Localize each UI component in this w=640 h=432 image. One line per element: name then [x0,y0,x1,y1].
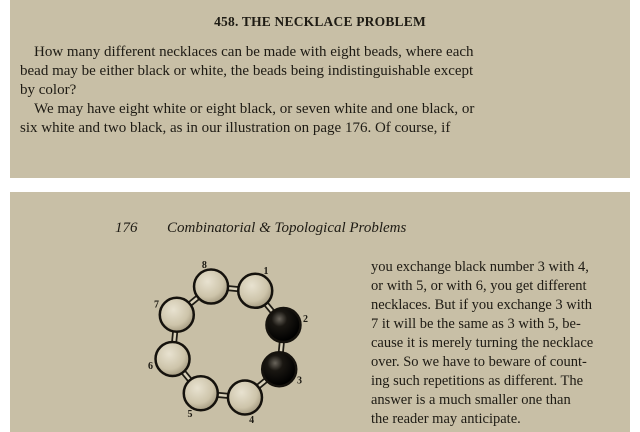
text-line: you exchange black number 3 with 4, [371,259,589,275]
bead-label: 3 [297,375,303,387]
bead-label: 5 [187,409,193,421]
bead-label: 2 [302,313,308,325]
text-line: How many different necklaces can be made with eight beads, where each [34,44,474,60]
text-line: We may have eight white or eight black, or seven white and one black, or [34,101,475,117]
bead-7-white [160,298,194,332]
text-line: over. So we have to beware of count- [371,354,587,370]
necklace-illustration [140,252,320,432]
text-line: cause it is merely turning the necklace [371,335,594,351]
text-line: six white and two black, as in our illustration on page 176. Of course, if [20,120,451,136]
bead-label: 4 [249,414,255,426]
text-line: ing such repetitions as different. The [371,373,584,389]
necklace-beads [153,270,301,415]
bead-4-white [228,380,262,414]
text-line: bead may be either black or white, the beads being indistinguishable except [20,63,474,79]
bead-8-white [194,270,228,304]
text-line: or with 5, or with 6, you get different [371,278,587,294]
page-bottom-panel [10,192,630,432]
text-line: 7 it will be the same as 3 with 5, be- [371,316,581,332]
text-line: answer is a much smaller one than [371,392,571,408]
running-head: Combinatorial & Topological Problems [167,220,407,236]
bead-label: 7 [153,299,159,311]
bead-3-black [262,352,296,386]
page-number: 176 [115,220,138,236]
bead-label: 8 [201,260,207,272]
bead-1-white [238,274,272,308]
text-line: necklaces. But if you exchange 3 with [371,297,593,313]
bead-6-white [156,342,190,376]
bead-5-white [184,376,218,410]
text-line: by color? [20,82,77,98]
bead-2-black [266,308,300,342]
problem-title: 458. THE NECKLACE PROBLEM [214,14,426,29]
text-line: the reader may anticipate. [371,411,521,427]
page-top-panel [10,0,630,178]
bead-label: 6 [148,361,154,373]
bead-label: 1 [263,265,269,277]
